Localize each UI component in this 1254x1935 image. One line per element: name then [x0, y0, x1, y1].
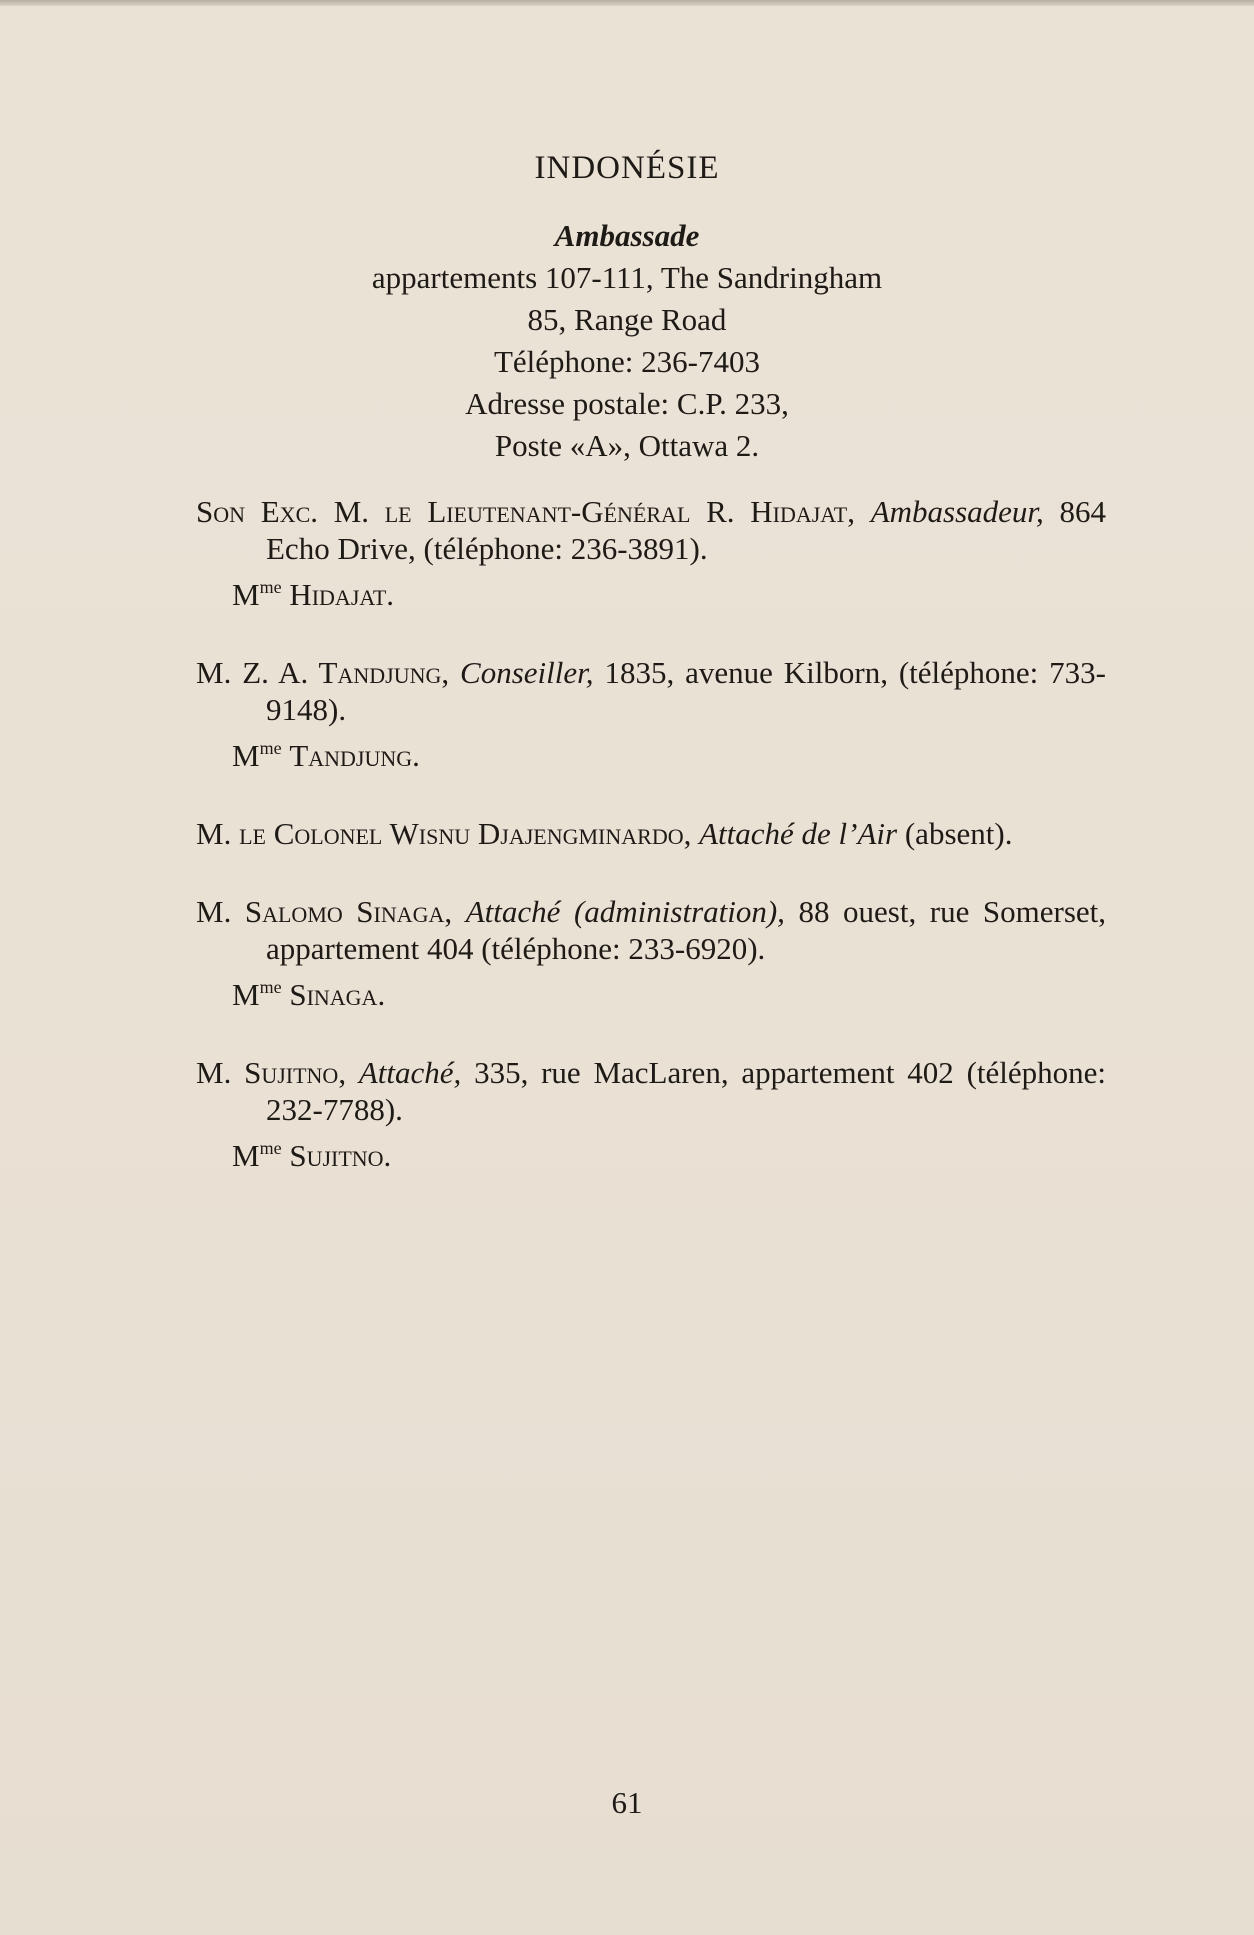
staff-details: 1835, avenue Kilborn, (téléphone: 733-9148). — [266, 655, 1107, 727]
embassy-postal-address: Poste «A», Ottawa 2. — [494, 428, 760, 463]
spouse-prefix-superscript: me — [259, 577, 282, 597]
staff-title: Ambassadeur, — [870, 494, 1044, 529]
staff-entry — [196, 654, 1106, 774]
spouse-prefix: M — [232, 577, 260, 612]
spouse-prefix-superscript: me — [259, 977, 282, 997]
spouse-prefix: M — [232, 738, 260, 773]
staff-entry-text — [196, 654, 1106, 728]
staff-title: Attaché, — [358, 1055, 462, 1090]
staff-entry — [196, 493, 1106, 613]
spouse-line — [196, 976, 1106, 1013]
page-top-edge — [0, 0, 1254, 6]
staff-entry-text — [196, 1054, 1106, 1128]
staff-title: Attaché (administration), — [465, 894, 785, 929]
staff-entry-text — [196, 493, 1106, 567]
spouse-line — [196, 1137, 1106, 1174]
spouse-prefix: M — [232, 1138, 260, 1173]
spouse-name: Tandjung. — [289, 738, 420, 773]
staff-entry — [196, 815, 1106, 852]
staff-details: 335, rue MacLaren, appartement 402 (téléphone: 232-7788). — [266, 1055, 1107, 1127]
staff-entry-text — [196, 815, 1106, 852]
staff-details: (absent). — [904, 816, 1013, 851]
staff-entry-text — [196, 893, 1106, 967]
embassy-address-block — [0, 215, 1254, 467]
spouse-line — [196, 737, 1106, 774]
spouse-name: Hidajat. — [289, 577, 395, 612]
embassy-address-line: appartements 107-111, The Sandringham — [371, 260, 883, 295]
staff-name: Son Exc. M. le Lieutenant-Général R. Hidajat, — [196, 494, 855, 529]
embassy-address-line: 85, Range Road — [527, 302, 727, 337]
embassy-telephone: Téléphone: 236-7403 — [493, 344, 760, 379]
staff-entry — [196, 1054, 1106, 1174]
staff-name: M. Sujitno, — [196, 1055, 347, 1090]
spouse-name: Sujitno. — [289, 1138, 392, 1173]
staff-list — [196, 493, 1106, 1215]
spouse-prefix-superscript: me — [259, 738, 282, 758]
embassy-postal-address: Adresse postale: C.P. 233, — [465, 386, 789, 421]
staff-name: M. Z. A. Tandjung, — [196, 655, 450, 690]
spouse-name: Sinaga. — [289, 977, 386, 1012]
spouse-line — [196, 576, 1106, 613]
country-heading: INDONÉSIE — [534, 150, 720, 186]
staff-title: Attaché de l’Air — [699, 816, 898, 851]
staff-entry — [196, 893, 1106, 1013]
staff-name: M. Salomo Sinaga, — [196, 894, 453, 929]
staff-title: Conseiller, — [460, 655, 594, 690]
page-number: 61 — [611, 1785, 643, 1820]
staff-details: 864 Echo Drive, (téléphone: 236-3891). — [266, 494, 1107, 566]
staff-details: 88 ouest, rue Somerset, appartement 404 (téléphone: 233-6920). — [266, 894, 1107, 966]
embassy-label: Ambassade — [554, 218, 700, 253]
spouse-prefix-superscript: me — [259, 1138, 282, 1158]
spouse-prefix: M — [232, 977, 260, 1012]
staff-name: M. le Colonel Wisnu Djajengminardo, — [196, 816, 692, 851]
